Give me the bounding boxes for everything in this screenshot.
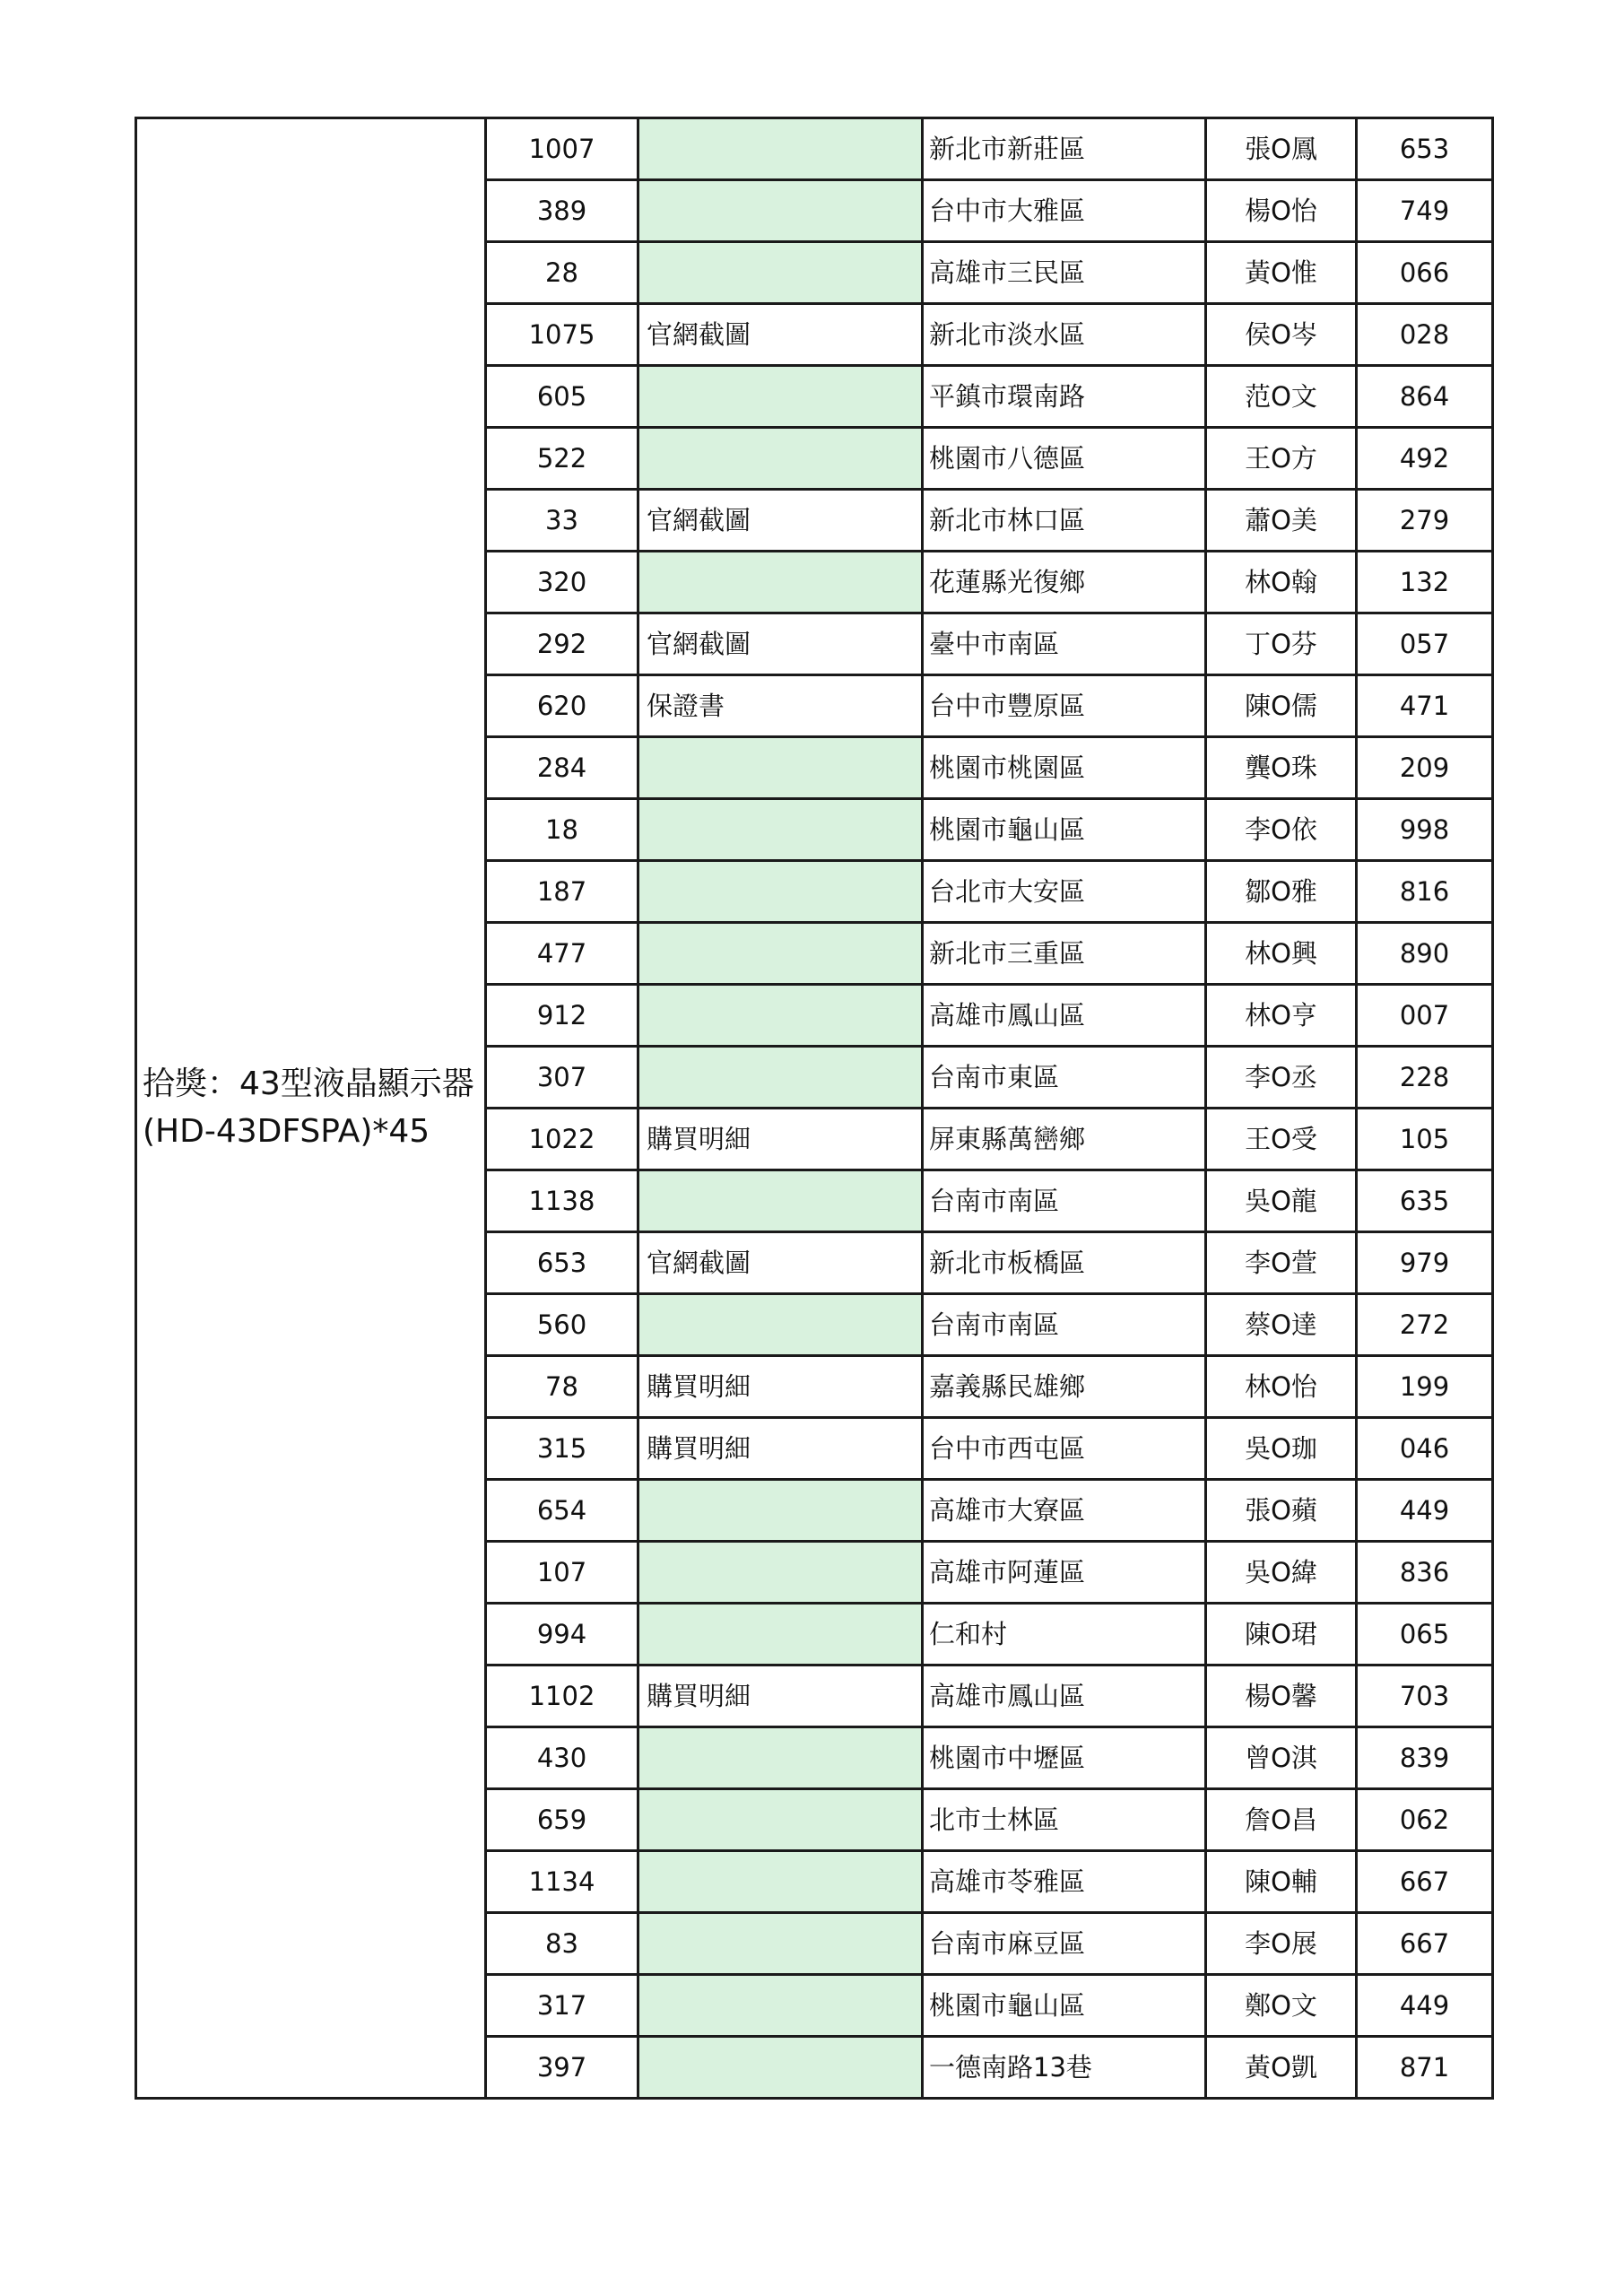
phone-cell: 065 [1357,1604,1493,1665]
note-cell [638,180,923,242]
address-cell: 桃園市中壢區 [923,1727,1206,1789]
name-cell: 侯O岑 [1206,304,1357,366]
name-cell: 蔡O達 [1206,1294,1357,1356]
address-cell: 台中市西屯區 [923,1418,1206,1480]
name-cell: 張O蘋 [1206,1480,1357,1542]
name-cell: 張O鳳 [1206,118,1357,180]
address-cell: 台中市豐原區 [923,675,1206,737]
note-cell: 購買明細 [638,1356,923,1418]
name-cell: 詹O昌 [1206,1789,1357,1851]
entry-id-cell: 994 [486,1604,638,1665]
name-cell: 范O文 [1206,366,1357,428]
name-cell: 丁O芬 [1206,613,1357,675]
entry-id-cell: 1102 [486,1665,638,1727]
note-cell [638,1727,923,1789]
note-cell [638,2037,923,2099]
note-cell [638,923,923,985]
address-cell: 新北市新莊區 [923,118,1206,180]
address-cell: 新北市三重區 [923,923,1206,985]
entry-id-cell: 389 [486,180,638,242]
phone-cell: 979 [1357,1232,1493,1294]
entry-id-cell: 18 [486,799,638,861]
note-cell [638,1789,923,1851]
note-cell [638,1851,923,1913]
name-cell: 陳O輔 [1206,1851,1357,1913]
note-cell [638,1975,923,2037]
address-cell: 新北市林口區 [923,490,1206,552]
note-cell: 購買明細 [638,1109,923,1170]
phone-cell: 667 [1357,1851,1493,1913]
prize-label: 拾獎：43型液晶顯示器(HD-43DFSPA)*45 [136,118,486,2099]
phone-cell: 046 [1357,1418,1493,1480]
name-cell: 李O展 [1206,1913,1357,1975]
name-cell: 鄒O雅 [1206,861,1357,923]
entry-id-cell: 292 [486,613,638,675]
phone-cell: 998 [1357,799,1493,861]
note-cell [638,1480,923,1542]
address-cell: 平鎮市環南路 [923,366,1206,428]
address-cell: 一德南路13巷 [923,2037,1206,2099]
note-cell: 官網截圖 [638,490,923,552]
phone-cell: 635 [1357,1170,1493,1232]
entry-id-cell: 654 [486,1480,638,1542]
entry-id-cell: 28 [486,242,638,304]
note-cell: 官網截圖 [638,1232,923,1294]
note-cell [638,366,923,428]
note-cell [638,428,923,490]
address-cell: 高雄市大寮區 [923,1480,1206,1542]
address-cell: 桃園市龜山區 [923,1975,1206,2037]
phone-cell: 066 [1357,242,1493,304]
note-cell [638,985,923,1047]
name-cell: 陳O儒 [1206,675,1357,737]
entry-id-cell: 1022 [486,1109,638,1170]
name-cell: 黃O惟 [1206,242,1357,304]
address-cell: 嘉義縣民雄鄉 [923,1356,1206,1418]
entry-id-cell: 83 [486,1913,638,1975]
name-cell: 楊O馨 [1206,1665,1357,1727]
entry-id-cell: 107 [486,1542,638,1604]
phone-cell: 816 [1357,861,1493,923]
entry-id-cell: 430 [486,1727,638,1789]
phone-cell: 209 [1357,737,1493,799]
address-cell: 高雄市阿蓮區 [923,1542,1206,1604]
note-cell: 購買明細 [638,1665,923,1727]
address-cell: 北市士林區 [923,1789,1206,1851]
note-cell [638,1047,923,1109]
name-cell: 林O亨 [1206,985,1357,1047]
entry-id-cell: 1075 [486,304,638,366]
note-cell: 官網截圖 [638,613,923,675]
address-cell: 臺中市南區 [923,613,1206,675]
phone-cell: 199 [1357,1356,1493,1418]
note-cell [638,799,923,861]
note-cell [638,1294,923,1356]
winners-table-body [136,118,1493,2099]
address-cell: 台北市大安區 [923,861,1206,923]
address-cell: 台南市東區 [923,1047,1206,1109]
entry-id-cell: 317 [486,1975,638,2037]
name-cell: 陳O珺 [1206,1604,1357,1665]
name-cell: 李O丞 [1206,1047,1357,1109]
entry-id-cell: 397 [486,2037,638,2099]
note-cell [638,552,923,613]
entry-id-cell: 605 [486,366,638,428]
address-cell: 台南市麻豆區 [923,1913,1206,1975]
name-cell: 龔O珠 [1206,737,1357,799]
name-cell: 林O興 [1206,923,1357,985]
address-cell: 桃園市八德區 [923,428,1206,490]
phone-cell: 105 [1357,1109,1493,1170]
address-cell: 仁和村 [923,1604,1206,1665]
entry-id-cell: 187 [486,861,638,923]
entry-id-cell: 315 [486,1418,638,1480]
note-cell [638,242,923,304]
entry-id-cell: 307 [486,1047,638,1109]
entry-id-cell: 659 [486,1789,638,1851]
name-cell: 王O受 [1206,1109,1357,1170]
phone-cell: 449 [1357,1975,1493,2037]
name-cell: 李O依 [1206,799,1357,861]
note-cell [638,1604,923,1665]
address-cell: 台南市南區 [923,1294,1206,1356]
note-cell [638,1542,923,1604]
name-cell: 蕭O美 [1206,490,1357,552]
name-cell: 吳O緯 [1206,1542,1357,1604]
note-cell [638,1913,923,1975]
phone-cell: 492 [1357,428,1493,490]
note-cell [638,737,923,799]
phone-cell: 062 [1357,1789,1493,1851]
note-cell: 官網截圖 [638,304,923,366]
phone-cell: 471 [1357,675,1493,737]
entry-id-cell: 620 [486,675,638,737]
address-cell: 屏東縣萬巒鄉 [923,1109,1206,1170]
name-cell: 吳O龍 [1206,1170,1357,1232]
phone-cell: 836 [1357,1542,1493,1604]
note-cell: 購買明細 [638,1418,923,1480]
entry-id-cell: 1007 [486,118,638,180]
entry-id-cell: 78 [486,1356,638,1418]
address-cell: 花蓮縣光復鄉 [923,552,1206,613]
note-cell [638,1170,923,1232]
entry-id-cell: 320 [486,552,638,613]
phone-cell: 890 [1357,923,1493,985]
name-cell: 吳O珈 [1206,1418,1357,1480]
phone-cell: 749 [1357,180,1493,242]
address-cell: 高雄市鳳山區 [923,985,1206,1047]
address-cell: 新北市淡水區 [923,304,1206,366]
phone-cell: 132 [1357,552,1493,613]
entry-id-cell: 1138 [486,1170,638,1232]
address-cell: 台南市南區 [923,1170,1206,1232]
name-cell: 鄭O文 [1206,1975,1357,2037]
note-cell: 保證書 [638,675,923,737]
phone-cell: 272 [1357,1294,1493,1356]
note-cell [638,861,923,923]
entry-id-cell: 653 [486,1232,638,1294]
name-cell: 李O萱 [1206,1232,1357,1294]
address-cell: 台中市大雅區 [923,180,1206,242]
address-cell: 桃園市龜山區 [923,799,1206,861]
phone-cell: 871 [1357,2037,1493,2099]
entry-id-cell: 477 [486,923,638,985]
entry-id-cell: 1134 [486,1851,638,1913]
name-cell: 楊O怡 [1206,180,1357,242]
phone-cell: 028 [1357,304,1493,366]
phone-cell: 864 [1357,366,1493,428]
entry-id-cell: 284 [486,737,638,799]
entry-id-cell: 912 [486,985,638,1047]
phone-cell: 703 [1357,1665,1493,1727]
phone-cell: 667 [1357,1913,1493,1975]
note-cell [638,118,923,180]
entry-id-cell: 560 [486,1294,638,1356]
address-cell: 新北市板橋區 [923,1232,1206,1294]
table-row [136,118,1493,180]
phone-cell: 839 [1357,1727,1493,1789]
phone-cell: 007 [1357,985,1493,1047]
address-cell: 高雄市苓雅區 [923,1851,1206,1913]
address-cell: 桃園市桃園區 [923,737,1206,799]
address-cell: 高雄市鳳山區 [923,1665,1206,1727]
phone-cell: 449 [1357,1480,1493,1542]
phone-cell: 228 [1357,1047,1493,1109]
entry-id-cell: 33 [486,490,638,552]
winners-table [135,117,1494,2100]
entry-id-cell: 522 [486,428,638,490]
name-cell: 王O方 [1206,428,1357,490]
phone-cell: 653 [1357,118,1493,180]
address-cell: 高雄市三民區 [923,242,1206,304]
phone-cell: 279 [1357,490,1493,552]
name-cell: 黃O凱 [1206,2037,1357,2099]
name-cell: 曾O淇 [1206,1727,1357,1789]
name-cell: 林O翰 [1206,552,1357,613]
name-cell: 林O怡 [1206,1356,1357,1418]
phone-cell: 057 [1357,613,1493,675]
